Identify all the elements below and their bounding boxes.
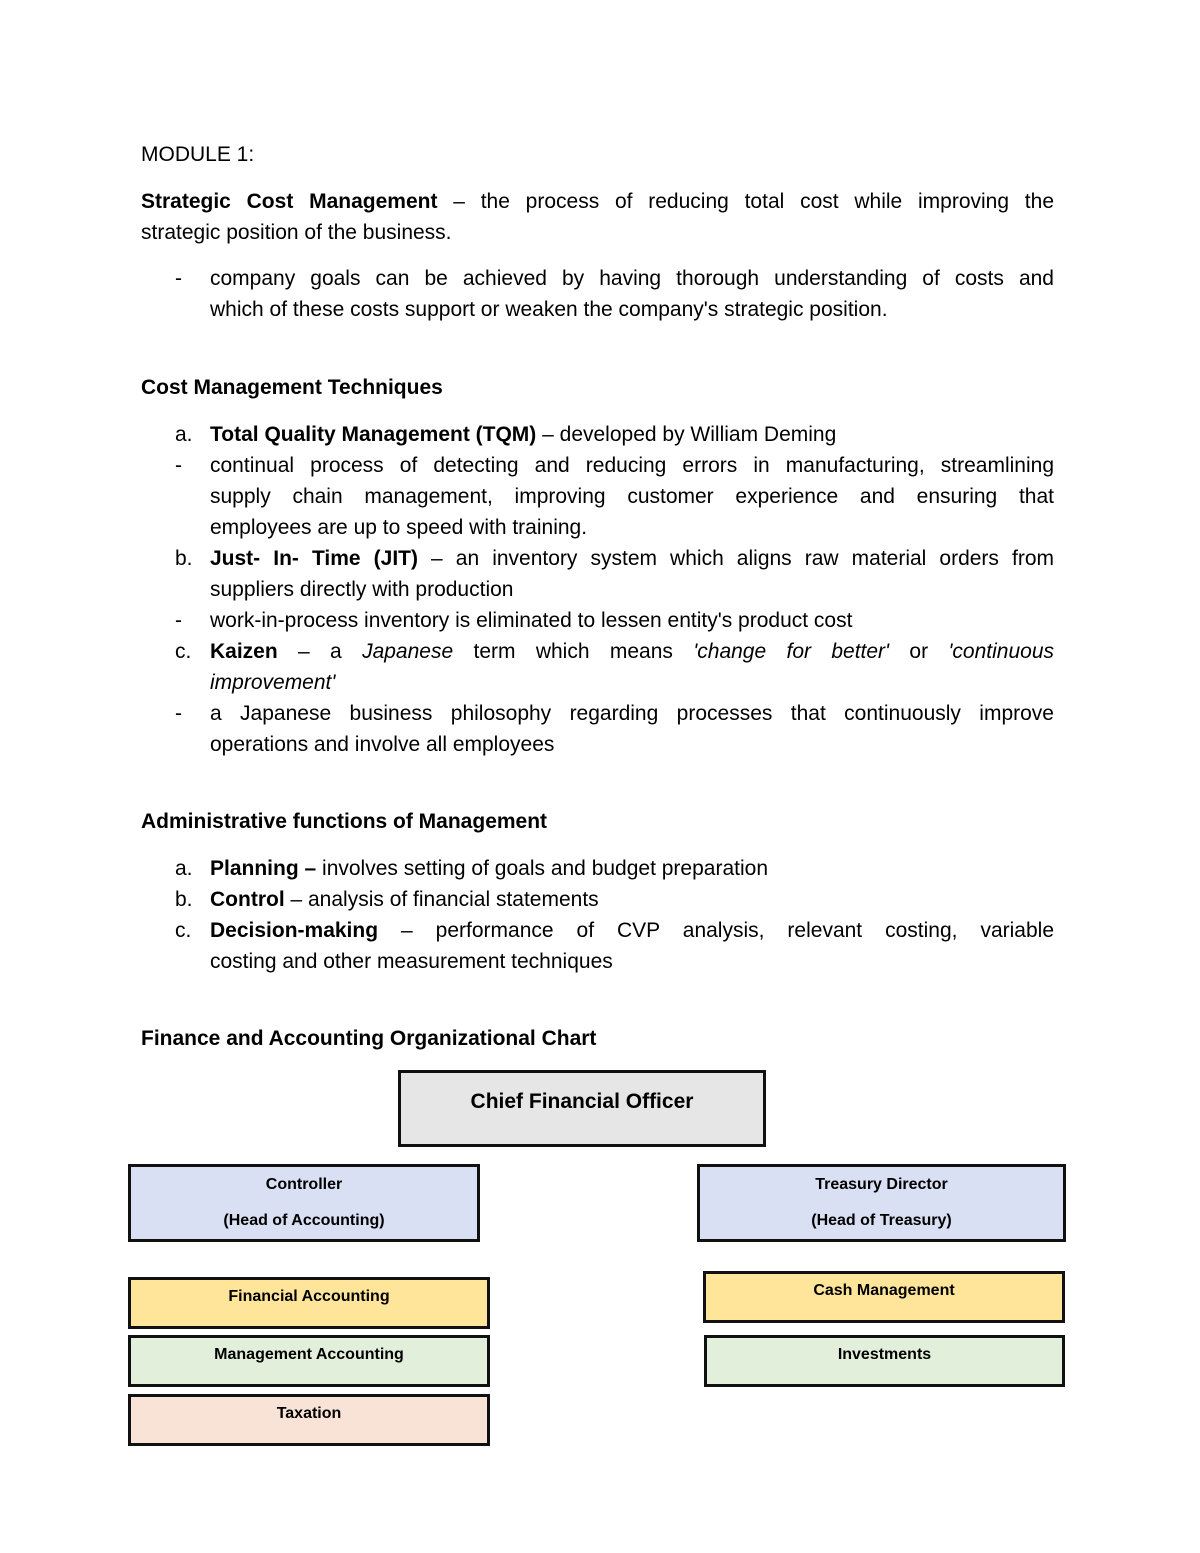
org-node-management-accounting xyxy=(128,1335,490,1387)
admin-desc: – analysis of financial statements xyxy=(284,888,599,911)
kaizen-text: or xyxy=(889,640,949,663)
technique-term: Total Quality Management (TQM) xyxy=(210,423,537,446)
org-node-label: Management Accounting xyxy=(214,1346,404,1363)
technique-term: Just- In- Time (JIT) xyxy=(210,547,418,570)
org-node-taxation xyxy=(128,1394,490,1446)
admin-term: Control xyxy=(210,888,285,911)
org-node-subtitle: (Head of Treasury) xyxy=(811,1212,952,1229)
org-node-title: Treasury Director xyxy=(815,1176,948,1193)
bullet-marker: - xyxy=(175,702,182,725)
intro-bullet-line2: which of these costs support or weaken the company's strategic position. xyxy=(210,298,888,321)
kaizen-italic: 'continuous xyxy=(948,640,1055,663)
list-marker: a. xyxy=(175,423,193,446)
org-node-label: Chief Financial Officer xyxy=(470,1090,694,1113)
kaizen-italic: improvement' xyxy=(210,671,336,694)
admin-decision-making xyxy=(210,915,1054,946)
technique-desc: – developed by William Deming xyxy=(536,423,837,446)
org-node-cfo xyxy=(398,1070,766,1147)
intro-definition-line2: strategic position of the business. xyxy=(141,221,452,244)
org-node-treasury xyxy=(697,1164,1066,1242)
technique-term: Kaizen xyxy=(210,640,278,663)
kaizen-desc-line2 xyxy=(210,667,335,698)
bullet-marker: - xyxy=(175,609,182,632)
kaizen-italic: Japanese xyxy=(362,640,454,663)
kaizen-detail-line: a Japanese business philosophy regarding processes that continuously improve xyxy=(210,702,1054,725)
kaizen-detail-line: operations and involve all employees xyxy=(210,733,555,756)
technique-kaizen xyxy=(210,636,1054,667)
intro-term: Strategic Cost Management xyxy=(141,190,438,213)
tqm-detail-line: supply chain management, improving customer experience and ensuring that xyxy=(210,485,1054,508)
kaizen-italic: 'change for better' xyxy=(693,640,890,663)
list-marker: a. xyxy=(175,857,193,880)
admin-decision-line2: costing and other measurement techniques xyxy=(210,950,613,973)
jit-detail-line: work-in-process inventory is eliminated to lessen entity's product cost xyxy=(210,609,853,632)
admin-term: Decision-making xyxy=(210,919,379,942)
module-title: MODULE 1: xyxy=(141,143,255,166)
admin-desc: – performance of CVP analysis, relevant costing, variable xyxy=(378,919,1054,942)
list-marker: c. xyxy=(175,919,192,942)
org-node-label: Cash Management xyxy=(813,1282,955,1299)
technique-jit xyxy=(210,543,1054,574)
list-marker: b. xyxy=(175,547,193,570)
bullet-marker: - xyxy=(175,267,182,290)
org-node-label: Taxation xyxy=(276,1405,342,1422)
admin-planning xyxy=(210,853,768,884)
tqm-detail-line: employees are up to speed with training. xyxy=(210,516,588,539)
bullet-marker: - xyxy=(175,454,182,477)
jit-desc-line2: suppliers directly with production xyxy=(210,578,514,601)
kaizen-text: – a xyxy=(277,640,363,663)
technique-tqm xyxy=(210,419,836,450)
org-node-subtitle: (Head of Accounting) xyxy=(223,1212,385,1229)
intro-definition-text: – the process of reducing total cost while improving the xyxy=(437,190,1054,213)
admin-heading: Administrative functions of Management xyxy=(141,810,548,833)
list-marker: c. xyxy=(175,640,192,663)
kaizen-text: term which means xyxy=(453,640,694,663)
techniques-heading: Cost Management Techniques xyxy=(141,376,443,399)
org-node-controller xyxy=(128,1164,480,1242)
admin-control xyxy=(210,884,599,915)
intro-bullet-line1: company goals can be achieved by having thorough understanding of costs and xyxy=(210,267,1054,290)
list-marker: b. xyxy=(175,888,193,911)
org-node-cash-management xyxy=(703,1271,1065,1323)
tqm-detail-line: continual process of detecting and reducing errors in manufacturing, streamlining xyxy=(210,454,1054,477)
org-node-investments xyxy=(704,1335,1065,1387)
org-chart-heading: Finance and Accounting Organizational Chart xyxy=(141,1027,597,1050)
technique-desc: – an inventory system which aligns raw material orders from xyxy=(417,547,1054,570)
org-node-title: Controller xyxy=(265,1176,343,1193)
intro-definition xyxy=(141,186,1054,217)
org-node-financial-accounting xyxy=(128,1277,490,1329)
org-node-label: Financial Accounting xyxy=(228,1288,390,1305)
org-node-label: Investments xyxy=(837,1346,932,1363)
admin-desc: involves setting of goals and budget preparation xyxy=(316,857,768,880)
admin-term: Planning – xyxy=(210,857,317,880)
